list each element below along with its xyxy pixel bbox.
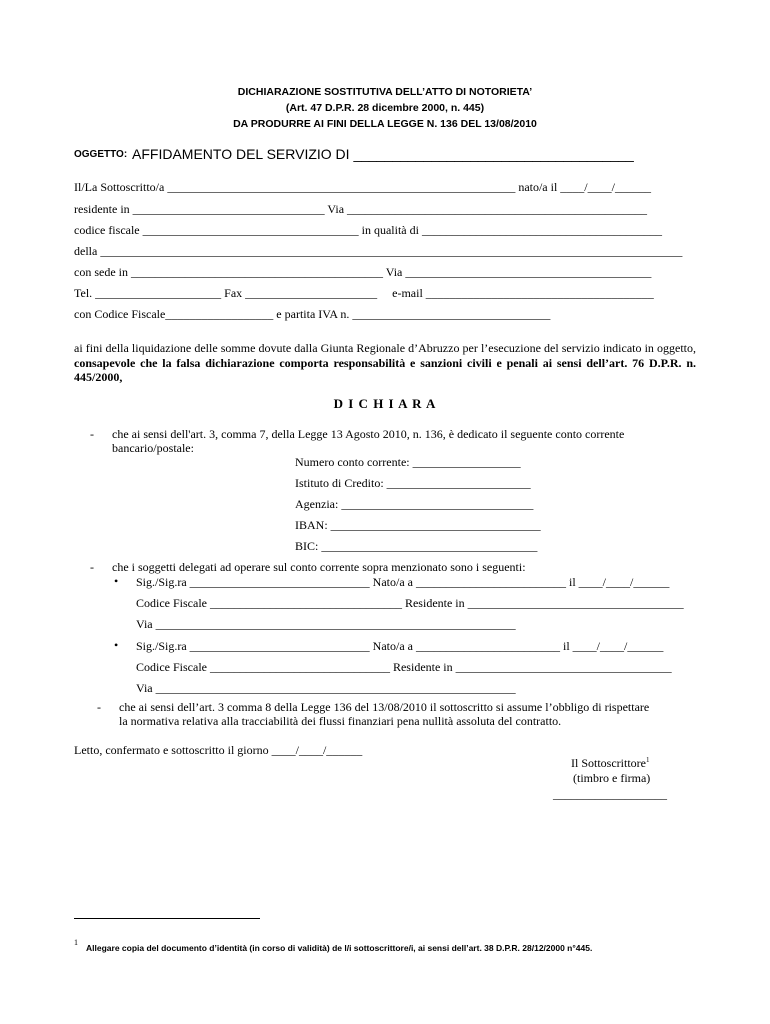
doc-title-line3: DA PRODURRE AI FINI DELLA LEGGE N. 136 DEL 13/08/2010 bbox=[233, 118, 537, 130]
field-codice-fiscale: codice fiscale ____________________________________ in qualità di ________________________________________ bbox=[74, 223, 662, 237]
field-sottoscritto: Il/La Sottoscritto/a __________________________________________________________ nato/a il ____/____/______ bbox=[74, 180, 651, 194]
person1-sig: Sig./Sig.ra ______________________________ Nato/a a _________________________ il ____/____/______ bbox=[136, 575, 670, 589]
field-contatti: Tel. _____________________ Fax ______________________ e-mail ______________________________________ bbox=[74, 286, 654, 300]
closing-line: Letto, confermato e sottoscritto il giorno ____/____/______ bbox=[74, 743, 363, 757]
signature-title-text: Il Sottoscrittore bbox=[571, 756, 646, 770]
footnote-separator bbox=[74, 918, 260, 919]
person1-bullet: • bbox=[114, 574, 119, 588]
item2-dash: - bbox=[90, 560, 94, 574]
item2-text: che i soggetti delegati ad operare sul conto corrente sopra menzionato sono i seguenti: bbox=[112, 560, 526, 574]
doc-title-line2: (Art. 47 D.P.R. 28 dicembre 2000, n. 445) bbox=[285, 102, 485, 114]
signature-title bbox=[571, 756, 650, 771]
account-bic: BIC: ____________________________________ bbox=[295, 539, 538, 553]
person2-via: Via ____________________________________________________________ bbox=[136, 681, 516, 695]
footnote-text: Allegare copia del documento d’identità (in corso di validità) de l/i sottoscrittore/i, ai sensi dell’art. 38 D.P.R. 28/12/2000 n°445. bbox=[86, 943, 593, 953]
person1-cf: Codice Fiscale ________________________________ Residente in ____________________________________ bbox=[136, 596, 684, 610]
signature-line: ___________________ bbox=[553, 787, 667, 801]
person1-via: Via ____________________________________________________________ bbox=[136, 617, 516, 631]
field-residente: residente in ________________________________ Via __________________________________________________ bbox=[74, 202, 648, 216]
signature-footnote-ref: 1 bbox=[646, 756, 650, 764]
item1-dash: - bbox=[90, 427, 94, 441]
field-della: della _________________________________________________________________________________________________ bbox=[74, 244, 683, 258]
dichiara-heading: D I C H I A R A bbox=[333, 396, 437, 411]
person2-bullet: • bbox=[114, 638, 119, 652]
footnote-mark: 1 bbox=[74, 938, 78, 947]
account-iban: IBAN: ___________________________________ bbox=[295, 518, 541, 532]
oggetto-label: OGGETTO: bbox=[74, 149, 128, 160]
item3-line1: che ai sensi dell’art. 3 comma 8 della Legge 136 del 13/08/2010 il sottoscritto si assume l’obbligo di rispettare bbox=[119, 700, 650, 714]
account-istituto: Istituto di Credito: ________________________ bbox=[295, 476, 531, 490]
account-numero: Numero conto corrente: __________________ bbox=[295, 455, 521, 469]
intro-normal: ai fini della liquidazione delle somme dovute dalla Giunta Regionale d’Abruzzo per l’esecuzione del servizio indicato in oggetto, bbox=[74, 341, 696, 355]
person2-cf: Codice Fiscale ______________________________ Residente in ____________________________________ bbox=[136, 660, 672, 674]
field-partita-iva: con Codice Fiscale__________________ e partita IVA n. _________________________________ bbox=[74, 307, 551, 321]
account-agenzia: Agenzia: ________________________________ bbox=[295, 497, 534, 511]
oggetto-text: AFFIDAMENTO DEL SERVIZIO DI ____________________________________ bbox=[132, 146, 634, 162]
intro-paragraph bbox=[74, 341, 696, 385]
person2-sig: Sig./Sig.ra ______________________________ Nato/a a ________________________ il ____/____/______ bbox=[136, 639, 664, 653]
item1-line2: bancario/postale: bbox=[112, 441, 194, 455]
item3-dash: - bbox=[97, 700, 101, 714]
doc-title-line1: DICHIARAZIONE SOSTITUTIVA DELL’ATTO DI NOTORIETA’ bbox=[237, 86, 533, 98]
signature-sub: (timbro e firma) bbox=[573, 771, 651, 785]
item1-line1: che ai sensi dell'art. 3, comma 7, della Legge 13 Agosto 2010, n. 136, è dedicato il seguente conto corrente bbox=[112, 427, 625, 441]
item3-line2: la normativa relativa alla tracciabilità dei flussi finanziari pena nullità assoluta del contratto. bbox=[119, 714, 562, 728]
field-sede: con sede in __________________________________________ Via _________________________________________ bbox=[74, 265, 652, 279]
intro-bold: consapevole che la falsa dichiarazione comporta responsabilità e sanzioni civili e penali ai sensi dell’art. 76 D.P.R. n. 445/2000, bbox=[74, 355, 696, 384]
